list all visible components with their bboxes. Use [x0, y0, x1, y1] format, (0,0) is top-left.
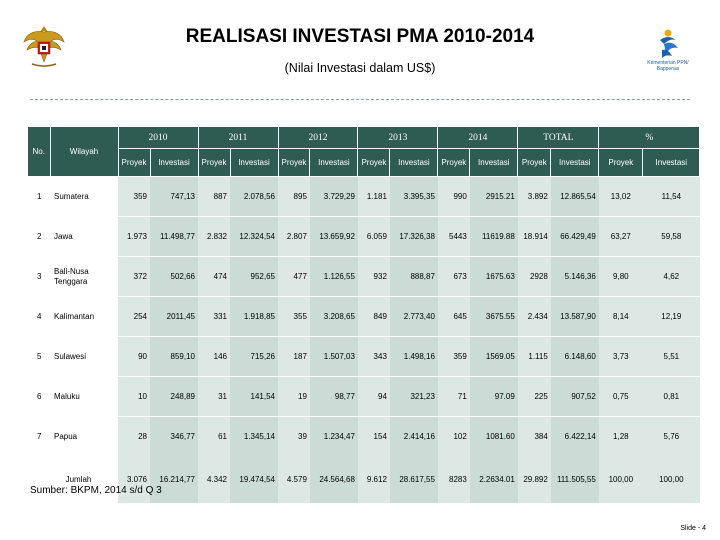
table-cell: 141,54: [230, 377, 278, 417]
slide-number: Slide - 4: [680, 525, 706, 532]
row-number: 2: [28, 217, 50, 257]
table-cell: 2.078,56: [230, 177, 278, 217]
table-cell: 747,13: [150, 177, 198, 217]
table-row: [28, 377, 700, 417]
total-cell: 2.2634.01: [470, 456, 518, 503]
table-cell: 888,87: [390, 257, 438, 297]
table-cell: 66.429,49: [551, 217, 599, 257]
table-cell: 71: [438, 377, 470, 417]
table-header-sub: [28, 149, 700, 177]
header-year-2010: 2010: [118, 127, 198, 149]
table-cell: 359: [118, 177, 150, 217]
header-investasi: Investasi: [310, 149, 358, 177]
source-note: Sumber: BKPM, 2014 s/d Q 3: [30, 485, 162, 496]
logo-text: Kementerian PPN/ Bappenas: [647, 60, 689, 72]
table-cell: 1.126,55: [310, 257, 358, 297]
table-cell: 645: [438, 297, 470, 337]
table-cell: 6.059: [358, 217, 390, 257]
header-investasi: Investasi: [390, 149, 438, 177]
table-cell: 6.422,14: [551, 417, 599, 457]
table-cell: 17.326,38: [390, 217, 438, 257]
table-cell: 2.414,16: [390, 417, 438, 457]
total-cell: 16.214,77: [150, 456, 198, 503]
header-year-2013: 2013: [358, 127, 438, 149]
total-cell: 29.892: [518, 456, 551, 503]
table-cell: 0,75: [599, 377, 643, 417]
table-cell: 98,77: [310, 377, 358, 417]
table-cell: 907,52: [551, 377, 599, 417]
row-wilayah: Bali-Nusa Tenggara: [50, 257, 118, 297]
table-cell: 952,65: [230, 257, 278, 297]
table-cell: 895: [278, 177, 310, 217]
table-cell: 1.181: [358, 177, 390, 217]
table-cell: 4,62: [643, 257, 700, 297]
table-cell: 1569.05: [470, 337, 518, 377]
table-cell: 13,02: [599, 177, 643, 217]
table-row: [28, 217, 700, 257]
total-cell: 8283: [438, 456, 470, 503]
row-number: 1: [28, 177, 50, 217]
total-cell: 9.612: [358, 456, 390, 503]
row-wilayah: Kalimantan: [50, 297, 118, 337]
table-cell: 1081.60: [470, 417, 518, 457]
table-cell: 13.659,92: [310, 217, 358, 257]
table-cell: 102: [438, 417, 470, 457]
header-year-2012: 2012: [278, 127, 358, 149]
table-cell: 331: [198, 297, 230, 337]
table-cell: 3675.55: [470, 297, 518, 337]
table-cell: 1,28: [599, 417, 643, 457]
header-investasi: Investasi: [230, 149, 278, 177]
table-cell: 187: [278, 337, 310, 377]
table-cell: 3.892: [518, 177, 551, 217]
row-wilayah: Sulawesi: [50, 337, 118, 377]
total-cell: 24.564,68: [310, 456, 358, 503]
page-subtitle: (Nilai Investasi dalam US$): [284, 61, 436, 75]
table-cell: 477: [278, 257, 310, 297]
page-title: REALISASI INVESTASI PMA 2010-2014: [185, 26, 535, 47]
table-cell: 154: [358, 417, 390, 457]
table-cell: 673: [438, 257, 470, 297]
table-cell: 1.115: [518, 337, 551, 377]
table-cell: 3.395,35: [390, 177, 438, 217]
header-total: TOTAL: [518, 127, 599, 149]
table-cell: 932: [358, 257, 390, 297]
table-cell: 1.234,47: [310, 417, 358, 457]
total-cell: 100,00: [643, 456, 700, 503]
table-cell: 94: [358, 377, 390, 417]
investment-table: [28, 127, 700, 503]
table-cell: 63,27: [599, 217, 643, 257]
table-cell: 28: [118, 417, 150, 457]
table-cell: 346,77: [150, 417, 198, 457]
header-proyek: Proyek: [358, 149, 390, 177]
table-row: [28, 257, 700, 297]
table-row: [28, 417, 700, 457]
table-cell: 1.498,16: [390, 337, 438, 377]
header-investasi: Investasi: [551, 149, 599, 177]
table-cell: 343: [358, 337, 390, 377]
table-row: [28, 337, 700, 377]
total-cell: 100,00: [599, 456, 643, 503]
header-proyek: Proyek: [518, 149, 551, 177]
header-proyek: Proyek: [278, 149, 310, 177]
table-cell: 1.918,85: [230, 297, 278, 337]
table-cell: 859,10: [150, 337, 198, 377]
row-number: 4: [28, 297, 50, 337]
header-wilayah: Wilayah: [50, 127, 118, 177]
row-number: 7: [28, 417, 50, 457]
total-cell: 4.342: [198, 456, 230, 503]
table-cell: 1.345,14: [230, 417, 278, 457]
row-number: 5: [28, 337, 50, 377]
table-cell: 5.146,36: [551, 257, 599, 297]
table-cell: 3.729,29: [310, 177, 358, 217]
table-cell: 3,73: [599, 337, 643, 377]
row-number: 6: [28, 377, 50, 417]
table-row: [28, 177, 700, 217]
table-cell: 254: [118, 297, 150, 337]
table-cell: 11,54: [643, 177, 700, 217]
table-cell: 849: [358, 297, 390, 337]
table-cell: 61: [198, 417, 230, 457]
table-cell: 5,76: [643, 417, 700, 457]
table-cell: 31: [198, 377, 230, 417]
table-cell: 502,66: [150, 257, 198, 297]
table-cell: 97.09: [470, 377, 518, 417]
table-cell: 715,26: [230, 337, 278, 377]
table-cell: 887: [198, 177, 230, 217]
row-wilayah: Sumatera: [50, 177, 118, 217]
table-cell: 372: [118, 257, 150, 297]
table-cell: 146: [198, 337, 230, 377]
table-cell: 2928: [518, 257, 551, 297]
table-cell: 5,51: [643, 337, 700, 377]
header-no: No.: [28, 127, 50, 177]
table-cell: 19: [278, 377, 310, 417]
header-percent: %: [599, 127, 700, 149]
table-cell: 18.914: [518, 217, 551, 257]
table-cell: 384: [518, 417, 551, 457]
table-cell: 90: [118, 337, 150, 377]
table-cell: 12.324,54: [230, 217, 278, 257]
table-cell: 10: [118, 377, 150, 417]
table-cell: 0,81: [643, 377, 700, 417]
table-cell: 12,19: [643, 297, 700, 337]
table-cell: 5443: [438, 217, 470, 257]
header-proyek: Proyek: [599, 149, 643, 177]
total-label: Jumlah: [28, 456, 118, 503]
header-investasi: Investasi: [643, 149, 700, 177]
header-year-2011: 2011: [198, 127, 278, 149]
table-cell: 474: [198, 257, 230, 297]
table-cell: 321,23: [390, 377, 438, 417]
total-cell: 4.579: [278, 456, 310, 503]
header-year-2014: 2014: [438, 127, 518, 149]
table-cell: 1675.63: [470, 257, 518, 297]
table-header-years: [28, 127, 700, 149]
row-wilayah: Papua: [50, 417, 118, 457]
header-investasi: Investasi: [150, 149, 198, 177]
table-cell: 8,14: [599, 297, 643, 337]
table-body: [28, 177, 700, 504]
header-investasi: Investasi: [470, 149, 518, 177]
table-cell: 39: [278, 417, 310, 457]
table-cell: 9,80: [599, 257, 643, 297]
row-wilayah: Jawa: [50, 217, 118, 257]
table-cell: 355: [278, 297, 310, 337]
table-cell: 2011,45: [150, 297, 198, 337]
header-proyek: Proyek: [438, 149, 470, 177]
table-cell: 1.973: [118, 217, 150, 257]
table-cell: 12.865,54: [551, 177, 599, 217]
table-cell: 2.832: [198, 217, 230, 257]
table-cell: 2.434: [518, 297, 551, 337]
table-cell: 13.587,90: [551, 297, 599, 337]
total-cell: 111.505,55: [551, 456, 599, 503]
table-cell: 248,89: [150, 377, 198, 417]
row-wilayah: Maluku: [50, 377, 118, 417]
table-cell: 225: [518, 377, 551, 417]
table-cell: 990: [438, 177, 470, 217]
header-proyek: Proyek: [198, 149, 230, 177]
total-cell: 3.076: [118, 456, 150, 503]
table-cell: 6.148,60: [551, 337, 599, 377]
table-cell: 359: [438, 337, 470, 377]
table-cell: 2915.21: [470, 177, 518, 217]
table-cell: 11.498,77: [150, 217, 198, 257]
table-cell: 11619.88: [470, 217, 518, 257]
table-cell: 1.507,03: [310, 337, 358, 377]
table-row: [28, 297, 700, 337]
total-cell: 28.617,55: [390, 456, 438, 503]
table-cell: 3.208,65: [310, 297, 358, 337]
table-cell: 2.807: [278, 217, 310, 257]
header-proyek: Proyek: [118, 149, 150, 177]
divider-line: [30, 99, 690, 100]
row-number: 3: [28, 257, 50, 297]
total-cell: 19.474,54: [230, 456, 278, 503]
table-cell: 59,58: [643, 217, 700, 257]
table-cell: 2.773,40: [390, 297, 438, 337]
